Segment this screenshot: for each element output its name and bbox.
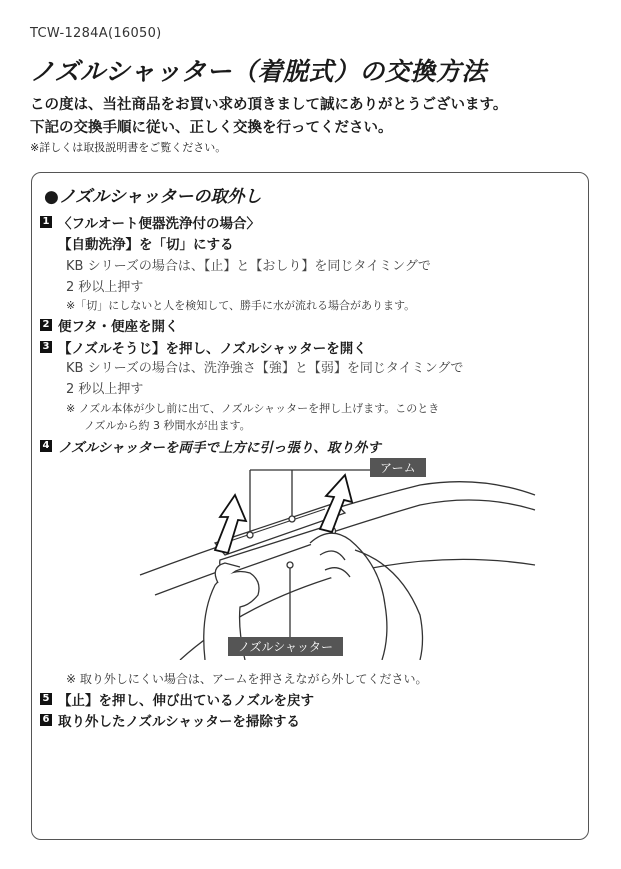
step-3-body-2: 2 秒以上押す — [66, 382, 144, 397]
step-number: 2 — [40, 319, 52, 331]
step-label: 便フタ・便座を開く — [58, 319, 179, 335]
arm-joint-right — [289, 516, 295, 522]
callout-arm: アーム — [370, 458, 426, 477]
step-label: 〈フルオート便器洗浄付の場合〉 — [58, 216, 260, 232]
intro-line-2: 下記の交換手順に従い、正しく交換を行ってください。 — [30, 120, 393, 136]
step-number: 1 — [40, 216, 52, 228]
section-title — [44, 182, 261, 207]
step-label: ノズルシャッターを両手で上方に引っ張り、取り外す — [58, 440, 381, 456]
step-3-body-1: KB シリーズの場合は、洗浄強さ【強】と【弱】を同じタイミングで — [66, 361, 464, 376]
doc-code: TCW-1284A(16050) — [30, 26, 162, 41]
callout-shutter: ノズルシャッター — [228, 637, 343, 656]
step-1-sub: 【自動洗浄】を「切」にする — [58, 237, 234, 253]
intro — [30, 94, 507, 156]
removal-illustration — [120, 455, 540, 660]
step-4-note: ※ 取り外しにくい場合は、アームを押さえながら外してください。 — [66, 672, 428, 686]
step-1-body-2: 2 秒以上押す — [66, 280, 144, 295]
step-number: 4 — [40, 440, 52, 452]
step-label: 【ノズルそうじ】を押し、ノズルシャッターを開く — [58, 341, 367, 357]
step-1-body-1: KB シリーズの場合は、【止】と【おしり】を同じタイミングで — [66, 259, 431, 274]
step-5-heading — [40, 689, 314, 709]
step-number: 5 — [40, 693, 52, 705]
step-4-heading — [40, 436, 381, 456]
step-label: 【止】を押し、伸び出ているノズルを戻す — [58, 693, 314, 709]
section-title-text: ノズルシャッターの取外し — [58, 187, 262, 207]
step-3-note-1: ※ ノズル本体が少し前に出て、ノズルシャッターを押し上げます。このとき — [66, 402, 440, 415]
arrow-up-right-icon — [320, 475, 352, 532]
step-1-note: ※「切」にしないと人を検知して、勝手に水が流れる場合があります。 — [66, 299, 416, 312]
step-3-note-2: ノズルから約 3 秒間水が出ます。 — [84, 419, 251, 432]
page-title: ノズルシャッター（着脱式）の交換方法 — [30, 57, 487, 86]
step-2-heading — [40, 315, 179, 335]
intro-line-1: この度は、当社商品をお買い求め頂きまして誠にありがとうございます。 — [30, 97, 508, 113]
step-number: 6 — [40, 714, 52, 726]
arm-joint-left — [247, 532, 253, 538]
step-1-heading — [40, 212, 260, 232]
shutter-joint — [287, 562, 293, 568]
intro-note: ※詳しくは取扱説明書をご覧ください。 — [30, 141, 227, 154]
step-6-heading — [40, 710, 300, 730]
step-label: 取り外したノズルシャッターを掃除する — [58, 714, 300, 730]
section-bullet: ● — [44, 187, 59, 207]
step-3-heading — [40, 337, 367, 357]
step-number: 3 — [40, 341, 52, 353]
